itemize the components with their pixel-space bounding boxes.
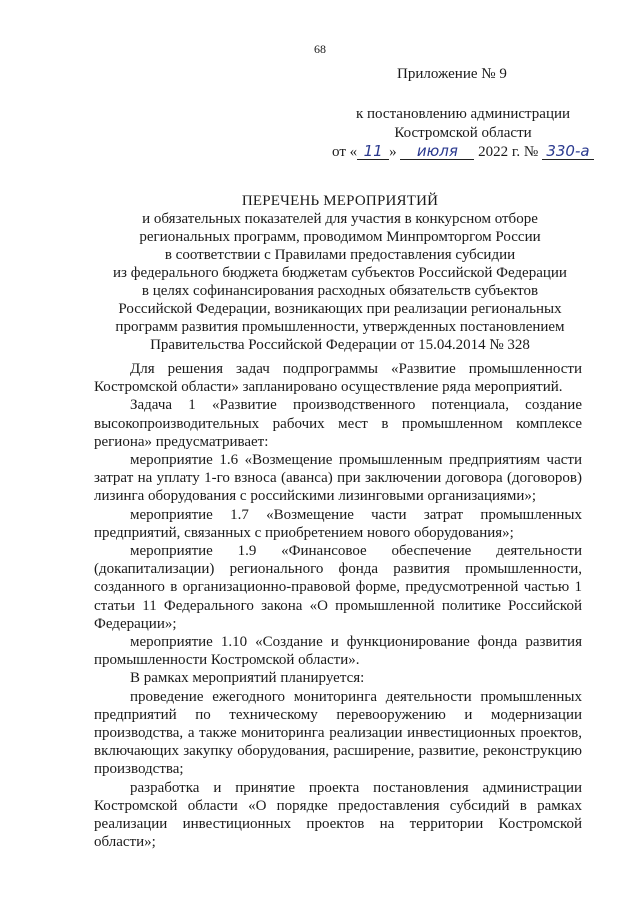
body-paragraph: мероприятие 1.10 «Создание и функционирование фонда развития промышленности Костромской области».	[94, 634, 582, 669]
date-prefix: от «	[332, 144, 358, 160]
decree-line-1: к постановлению администрации	[355, 106, 571, 122]
year-text: 2022 г. №	[478, 144, 539, 160]
handwritten-number: 330-а	[542, 143, 594, 160]
decree-reference	[318, 105, 608, 162]
body-paragraph: Задача 1 «Развитие производственного потенциала, создание высокопроизводительных рабочих мест в промышленном комплексе региона» предусматривает:	[94, 397, 582, 450]
body-paragraph: проведение ежегодного мониторинга деятельности промышленных предприятий по техническому перевооружению и модернизации производства, а также мониторинга реализации инвестиционных проектов, включающих закупку оборудования, расширение, развитие, реконструкцию производства;	[94, 688, 582, 778]
title-line: Правительства Российской Федерации от 15.04.2014 № 328	[150, 337, 530, 353]
title-line: программ развития промышленности, утвержденных постановлением	[115, 319, 565, 335]
body-paragraph: мероприятие 1.7 «Возмещение части затрат промышленных предприятий, связанных с приобретением нового оборудования»;	[94, 506, 582, 541]
title-line: региональных программ, проводимом Минпромторгом России	[139, 229, 541, 245]
body-paragraph: мероприятие 1.6 «Возмещение промышленным предприятиям части затрат на уплату 1-го взноса (аванса) при заключении договора (договоров) лизинга оборудования с российскими лизинговыми организациями»;	[94, 452, 582, 505]
title-line: в соответствии с Правилами предоставления субсидии	[164, 247, 516, 263]
decree-line-2: Костромской области	[394, 125, 532, 141]
body-paragraph: В рамках мероприятий планируется:	[130, 670, 365, 687]
handwritten-day: 11	[357, 143, 389, 160]
document-body	[94, 360, 582, 851]
decree-date-line	[318, 143, 608, 162]
date-mid: »	[389, 144, 397, 160]
title-line: из федерального бюджета бюджетам субъектов Российской Федерации	[113, 265, 567, 281]
title-line: в целях софинансирования расходных обязательств субъектов	[141, 283, 539, 299]
body-paragraph: мероприятие 1.9 «Финансовое обеспечение деятельности (докапитализации) регионального фонда развития промышленности, созданного в организационно-правовой форме, предусмотренной частью 1 статьи 11 Федерального закона «О промышленной политике Российской Федерации»;	[94, 543, 582, 632]
body-paragraph: Для решения задач подпрограммы «Развитие промышленности Костромской области» запланировано осуществление ряда мероприятий.	[94, 361, 582, 396]
page-number: 68	[314, 42, 326, 56]
title-line: Российской Федерации, возникающих при реализации региональных	[118, 301, 562, 317]
body-paragraph: разработка и принятие проекта постановления администрации Костромской области «О порядке предоставления субсидий в рамках реализации инвестиционных проектов на территории Костромской области»;	[94, 779, 582, 851]
title-line: и обязательных показателей для участия в конкурсном отборе	[142, 211, 538, 227]
appendix-label: Приложение № 9	[397, 66, 507, 82]
title-heading: ПЕРЕЧЕНЬ МЕРОПРИЯТИЙ	[241, 193, 439, 209]
handwritten-month: июля	[400, 143, 474, 160]
document-title	[60, 192, 620, 354]
